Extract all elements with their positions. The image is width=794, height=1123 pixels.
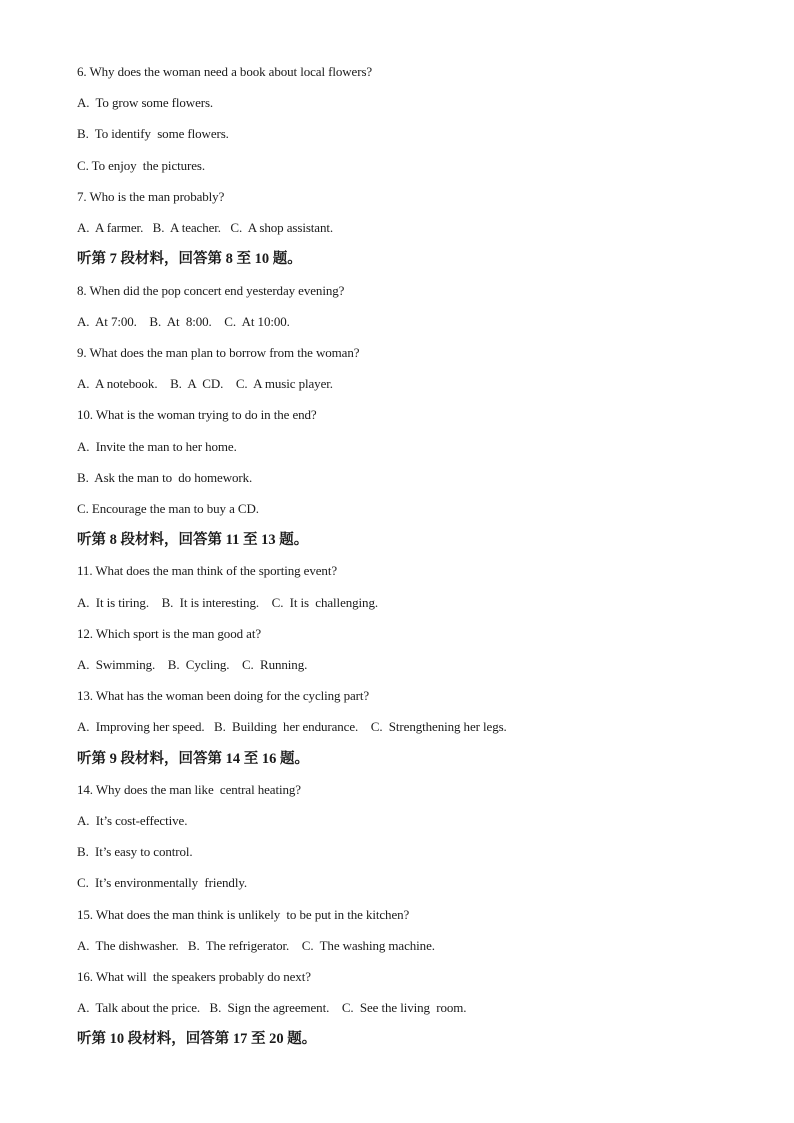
option-line: B. Ask the man to do homework. [77, 470, 253, 485]
section-heading: 听第 7 段材料，回答第 8 至 10 题。 [77, 251, 302, 267]
option-line: A. At 7:00. B. At 8:00. C. At 10:00. [77, 314, 290, 329]
option-line: A. It is tiring. B. It is interesting. C. It is challenging. [77, 595, 379, 610]
option-line: C. It’s environmentally friendly. [77, 875, 248, 890]
question-10: 10. What is the woman trying to do in the end? [77, 407, 317, 422]
option-line: A. Invite the man to her home. [77, 439, 237, 454]
option-line: C. Encourage the man to buy a CD. [77, 501, 259, 516]
option-line: A. A notebook. B. A CD. C. A music player. [77, 376, 333, 391]
option-line: B. It’s easy to control. [77, 844, 193, 859]
question-16: 16. What will the speakers probably do next? [77, 969, 311, 984]
section-heading: 听第 8 段材料，回答第 11 至 13 题。 [77, 532, 309, 548]
option-line: B. To identify some flowers. [77, 126, 229, 141]
question-9: 9. What does the man plan to borrow from the woman? [77, 345, 360, 360]
question-15: 15. What does the man think is unlikely to be put in the kitchen? [77, 907, 410, 922]
question-7: 7. Who is the man probably? [77, 189, 225, 204]
option-line: A. A farmer. B. A teacher. C. A shop assistant. [77, 220, 334, 235]
question-13: 13. What has the woman been doing for the cycling part? [77, 688, 370, 703]
question-6: 6. Why does the woman need a book about local flowers? [77, 64, 373, 79]
question-12: 12. Which sport is the man good at? [77, 626, 262, 641]
option-line: A. The dishwasher. B. The refrigerator. C. The washing machine. [77, 938, 435, 953]
option-line: A. Swimming. B. Cycling. C. Running. [77, 657, 308, 672]
option-line: A. Improving her speed. B. Building her endurance. C. Strengthening her legs. [77, 719, 507, 734]
section-heading: 听第 9 段材料，回答第 14 至 16 题。 [77, 751, 309, 767]
question-11: 11. What does the man think of the sporting event? [77, 563, 337, 578]
option-line: A. Talk about the price. B. Sign the agreement. C. See the living room. [77, 1000, 467, 1015]
section-heading: 听第 10 段材料，回答第 17 至 20 题。 [77, 1031, 317, 1047]
option-line: A. To grow some flowers. [77, 95, 214, 110]
question-8: 8. When did the pop concert end yesterday evening? [77, 283, 345, 298]
question-14: 14. Why does the man like central heating? [77, 782, 301, 797]
option-line: C. To enjoy the pictures. [77, 158, 206, 173]
option-line: A. It’s cost-effective. [77, 813, 188, 828]
